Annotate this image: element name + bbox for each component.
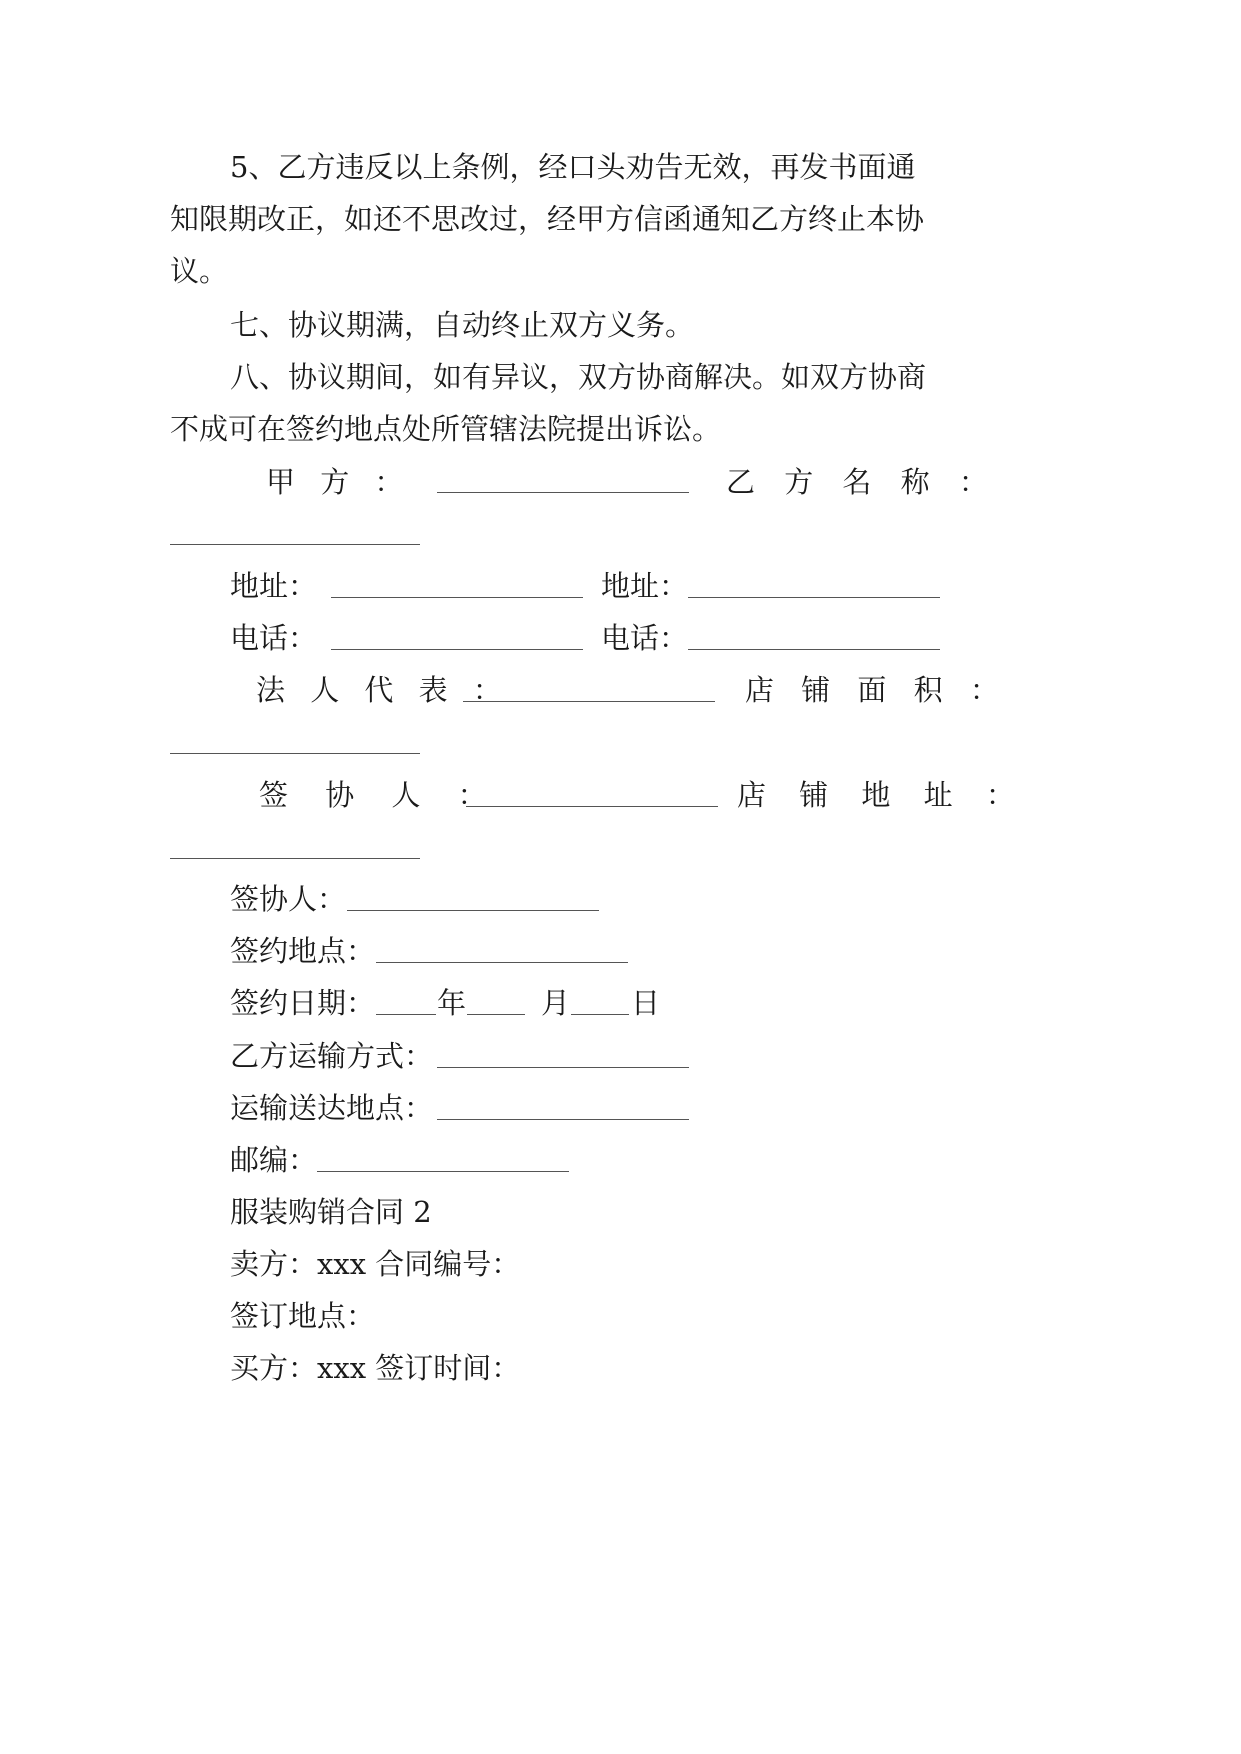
address-label-a: 地址：: [230, 569, 318, 603]
transport-label: 乙方运输方式：: [230, 1039, 434, 1073]
party-a-blank: [437, 466, 689, 493]
phone-b-blank: [688, 623, 940, 650]
month-label: 月: [541, 986, 571, 1020]
sign-location-line: 签订地点：: [230, 1299, 376, 1333]
party-a-label: 甲 方 ：: [266, 465, 412, 499]
month-blank: [467, 988, 525, 1015]
clause-5-line-2: 知限期改正，如还不思改过，经甲方信函通知乙方终止本协: [170, 202, 925, 236]
phone-a-blank: [331, 623, 583, 650]
shop-address-label: 店 铺 地 址 ：: [737, 778, 1027, 812]
delivery-place-blank: [437, 1093, 689, 1120]
signer-blank: [347, 884, 599, 911]
address-b-blank: [688, 571, 940, 598]
phone-label-a: 电话：: [230, 621, 318, 655]
sign-place-blank: [376, 936, 628, 963]
clause-5-line-3: 议。: [170, 254, 229, 288]
clause-5-line-1: 5、乙方违反以上条例，经口头劝告无效，再发书面通: [230, 150, 916, 184]
party-b-name-blank: [170, 518, 420, 545]
seller-line: 卖方：xxx 合同编号：: [230, 1247, 521, 1281]
shop-area-label: 店 铺 面 积 ：: [745, 673, 1008, 707]
buyer-line: 买方：xxx 签订时间：: [230, 1351, 521, 1385]
signer-label-spaced: 签 协 人 ：: [259, 778, 501, 812]
postcode-label: 邮编：: [230, 1143, 318, 1177]
signer-label: 签协人：: [230, 882, 347, 916]
address-label-b: 地址：: [601, 569, 689, 603]
delivery-place-label: 运输送达地点：: [230, 1091, 434, 1125]
contract-2-title: 服装购销合同 2: [230, 1195, 432, 1229]
legal-rep-blank: [463, 675, 715, 702]
party-b-name-label: 乙 方 名 称 ：: [726, 465, 998, 499]
clause-8-line-1: 八、协议期间，如有异议，双方协商解决。如双方协商: [230, 360, 927, 394]
year-blank: [376, 988, 436, 1015]
clause-8-line-2: 不成可在签约地点处所管辖法院提出诉讼。: [170, 412, 722, 446]
signer-blank-spaced: [466, 780, 718, 807]
sign-place-label: 签约地点：: [230, 934, 376, 968]
shop-area-blank: [170, 727, 420, 754]
legal-rep-label: 法 人 代 表 ：: [256, 673, 510, 707]
year-label: 年: [437, 986, 467, 1020]
clause-7: 七、协议期满，自动终止双方义务。: [230, 308, 695, 342]
sign-date-label: 签约日期：: [230, 986, 376, 1020]
day-label: 日: [631, 986, 661, 1020]
address-a-blank: [331, 571, 583, 598]
transport-blank: [437, 1041, 689, 1068]
day-blank: [571, 988, 629, 1015]
postcode-blank: [317, 1145, 569, 1172]
shop-address-blank: [170, 832, 420, 859]
phone-label-b: 电话：: [601, 621, 689, 655]
